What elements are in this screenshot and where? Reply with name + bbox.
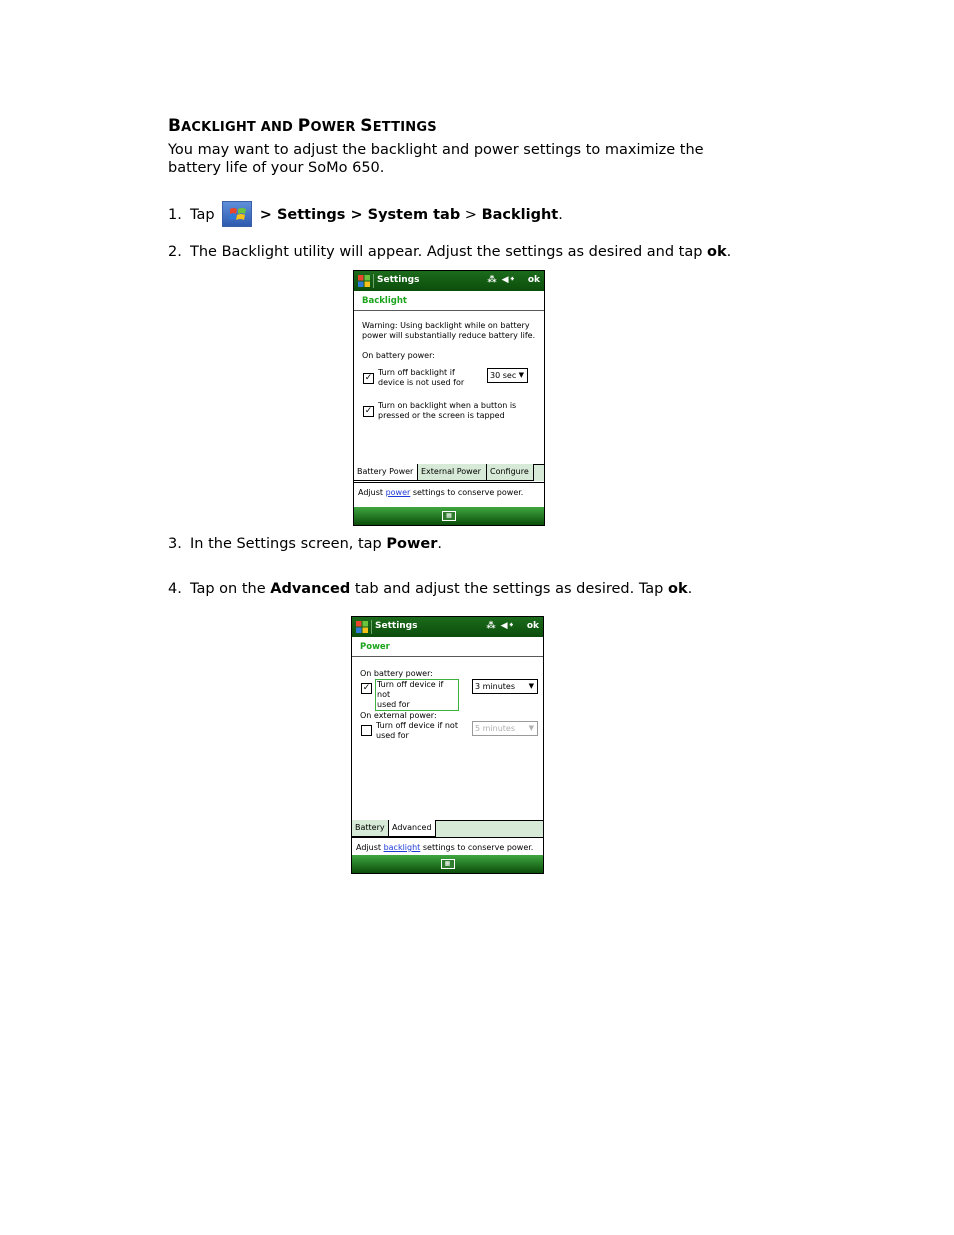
step-text: Tap xyxy=(190,207,215,223)
section-heading xyxy=(168,116,437,136)
warning-line: Warning: Using backlight while on battery xyxy=(362,321,530,330)
start-logo-icon[interactable] xyxy=(356,621,368,633)
step-bold-advanced: Advanced xyxy=(270,581,351,597)
external-timeout-dropdown xyxy=(472,721,538,736)
status-icons[interactable]: ⁂ ◀᛭ xyxy=(487,275,516,285)
dropdown-value: 3 minutes xyxy=(475,682,516,691)
page-title: Backlight xyxy=(354,291,544,311)
battery-turn-off-label xyxy=(375,679,459,711)
dropdown-value: 30 sec xyxy=(490,371,517,380)
battery-power-label: On battery power: xyxy=(360,669,433,678)
backlight-timeout-dropdown[interactable] xyxy=(487,368,528,383)
tab-battery-power[interactable] xyxy=(354,464,418,481)
status-icons[interactable]: ⁂ ◀᛭ xyxy=(486,621,515,631)
softkey-bar xyxy=(354,507,544,525)
windows-start-icon xyxy=(222,201,252,227)
tab-label: Battery xyxy=(355,823,385,832)
chevron-down-icon: ▼ xyxy=(518,371,524,379)
turn-on-backlight-label xyxy=(378,401,516,421)
step-number: 1. xyxy=(168,207,182,223)
tab-label: Battery Power xyxy=(357,467,414,476)
title-separator xyxy=(373,274,374,288)
step-text: tab and adjust the settings as desired. Tap xyxy=(350,581,668,597)
warning-line: power will substantially reduce battery life. xyxy=(362,331,536,340)
tab-bar xyxy=(352,820,543,837)
tab-configure[interactable] xyxy=(486,464,534,481)
option-line: used for xyxy=(377,700,410,709)
dropdown-value: 5 minutes xyxy=(475,724,516,733)
step-1 xyxy=(168,201,563,227)
power-link[interactable]: power xyxy=(385,488,411,497)
backlight-screenshot xyxy=(353,270,545,526)
tab-label: External Power xyxy=(421,467,481,476)
tab-external-power[interactable] xyxy=(417,464,487,481)
turn-off-backlight-label xyxy=(378,368,464,388)
step-text: The Backlight utility will appear. Adjust the settings as desired and tap xyxy=(190,244,708,260)
external-turn-off-label xyxy=(376,721,458,741)
battery-power-label: On battery power: xyxy=(362,351,435,360)
footer-text: Adjust xyxy=(358,488,386,497)
window-title: Settings xyxy=(375,621,418,631)
footer-note xyxy=(354,482,544,504)
ok-button[interactable]: ok xyxy=(527,275,540,285)
option-line: Turn off backlight if xyxy=(378,368,455,377)
step-text-end: . xyxy=(558,207,563,223)
tab-battery[interactable] xyxy=(352,820,389,837)
footer-text: settings to conserve power. xyxy=(410,488,524,497)
title-bar xyxy=(352,617,543,637)
step-4 xyxy=(168,580,692,598)
option-line: pressed or the screen is tapped xyxy=(378,411,505,420)
step-number: 2. xyxy=(168,244,182,260)
power-screenshot xyxy=(351,616,544,874)
external-power-label: On external power: xyxy=(360,711,437,720)
warning-text xyxy=(362,321,538,341)
step-bold-ok: ok xyxy=(707,244,727,260)
softkey-bar xyxy=(352,855,543,873)
external-turn-off-checkbox[interactable] xyxy=(361,725,372,736)
heading-cap-b: B xyxy=(168,116,182,136)
chevron-down-icon: ▼ xyxy=(528,724,534,732)
step-text-end: . xyxy=(687,581,693,597)
turn-on-backlight-checkbox[interactable]: ✓ xyxy=(364,406,373,416)
heading-part-settings: ETTINGS xyxy=(372,120,437,135)
keyboard-icon[interactable]: ▦ xyxy=(442,511,456,521)
step-text: Tap on the xyxy=(190,581,271,597)
title-bar xyxy=(354,271,544,291)
heading-cap-p: P xyxy=(297,116,311,136)
heading-part-backlight: ACKLIGHT AND xyxy=(181,120,298,135)
heading-part-power: OWER xyxy=(310,120,361,135)
step-path-settings-system: > Settings > System tab xyxy=(259,207,461,223)
step-path-backlight: Backlight xyxy=(481,207,559,223)
backlight-link[interactable]: backlight xyxy=(383,843,421,852)
step-text-end: . xyxy=(726,244,732,260)
step-number: 3. xyxy=(168,536,182,552)
page-title: Power xyxy=(352,637,543,657)
intro-paragraph: You may want to adjust the backlight and power settings to maximize the battery life of your SoMo 650. xyxy=(168,142,704,176)
step-separator: > xyxy=(460,207,482,223)
option-line: used for xyxy=(376,731,409,740)
step-text-end: . xyxy=(437,536,442,552)
step-3 xyxy=(168,535,442,553)
step-text: In the Settings screen, tap xyxy=(190,536,387,552)
tab-advanced[interactable] xyxy=(388,820,436,837)
start-logo-icon[interactable] xyxy=(358,275,370,287)
option-line: device is not used for xyxy=(378,378,465,387)
tab-bar xyxy=(354,464,544,481)
footer-text: Adjust xyxy=(356,843,384,852)
turn-off-backlight-checkbox[interactable]: ✓ xyxy=(364,373,373,383)
step-2 xyxy=(168,243,731,261)
ok-button[interactable]: ok xyxy=(526,621,539,631)
option-line: Turn off device if not xyxy=(377,680,444,699)
keyboard-icon[interactable]: ▦ xyxy=(441,859,455,869)
tab-label: Advanced xyxy=(392,823,432,832)
option-line: Turn off device if not xyxy=(376,721,458,730)
option-line: Turn on backlight when a button is xyxy=(378,401,517,410)
tab-label: Configure xyxy=(490,467,529,476)
battery-turn-off-checkbox[interactable]: ✓ xyxy=(362,683,371,693)
window-title: Settings xyxy=(377,275,420,285)
title-separator xyxy=(371,620,372,634)
step-bold-ok: ok xyxy=(668,581,688,597)
footer-text: settings to conserve power. xyxy=(420,843,534,852)
step-number: 4. xyxy=(168,581,182,597)
step-bold-power: Power xyxy=(386,536,438,552)
chevron-down-icon: ▼ xyxy=(528,682,534,690)
heading-cap-s: S xyxy=(360,116,373,136)
battery-timeout-dropdown[interactable] xyxy=(472,679,538,694)
